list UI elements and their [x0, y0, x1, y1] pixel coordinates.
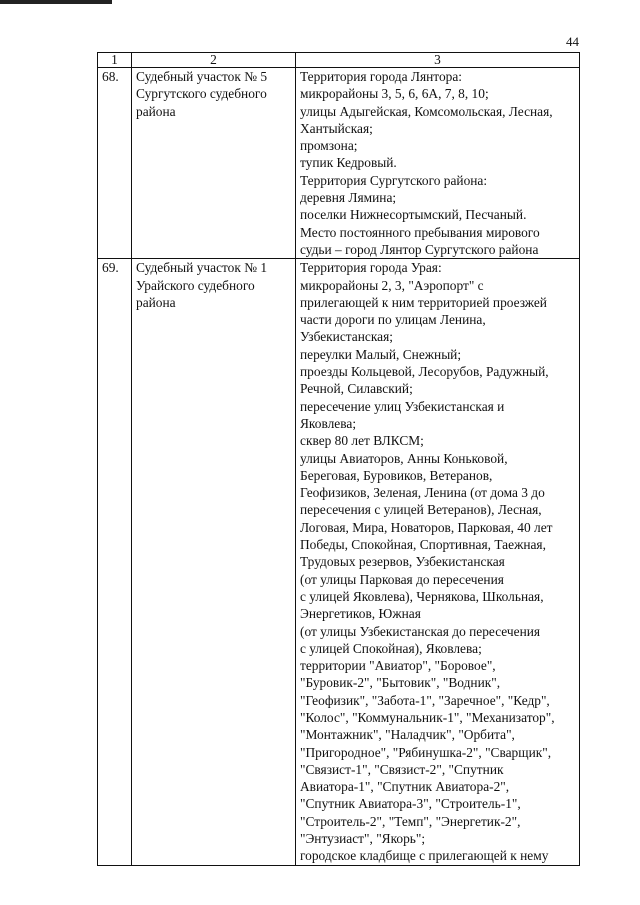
column-number-row — [98, 53, 580, 68]
territory-line: судьи – город Лянтор Сургутского района — [300, 241, 539, 257]
court-name-line: Судебный участок № 1 — [136, 260, 268, 276]
court-name-line: Урайского судебного — [136, 277, 255, 293]
territory-line: территории "Авиатор", "Боровое", — [300, 658, 496, 674]
territory-line: части дороги по улицам Ленина, — [300, 312, 486, 328]
territory-line: "Пригородное", "Рябинушка-2", "Сварщик", — [300, 744, 552, 760]
territory-line: улицы Авиаторов, Анны Коньковой, — [300, 450, 508, 466]
column-number-1: 1 — [98, 53, 132, 68]
court-name-line: Сургутского судебного — [136, 86, 267, 102]
row-number: 69. — [98, 259, 132, 865]
territory-line: Узбекистанская; — [300, 329, 393, 345]
court-districts-table — [97, 52, 580, 866]
column-number-3: 3 — [296, 53, 580, 68]
court-name-line: Судебный участок № 5 — [136, 69, 268, 84]
territory-line: переулки Малый, Снежный; — [300, 346, 462, 362]
court-name-line: района — [136, 294, 176, 310]
court-name-line: района — [136, 103, 176, 119]
row-number: 68. — [98, 68, 132, 259]
territory-line: городское кладбище с прилегающей к нему — [300, 848, 549, 864]
territory-line: с улицей Яковлева), Чернякова, Школьная, — [300, 588, 544, 604]
territory-line: промзона; — [300, 138, 358, 154]
column-number-2: 2 — [132, 53, 296, 68]
territory-line: (от улицы Парковая до пересечения — [300, 571, 504, 587]
territory-line: пересечение улиц Узбекистанская и — [300, 398, 505, 414]
territory-line: прилегающей к ним территорией проезжей — [300, 294, 547, 310]
territory-line: поселки Нижнесортымский, Песчаный. — [300, 207, 527, 223]
table-row — [98, 259, 580, 865]
territory-line: пересечения с улицей Ветеранов), Лесная, — [300, 502, 542, 518]
territory-line: проезды Кольцевой, Лесорубов, Радужный, — [300, 364, 549, 380]
court-name-cell — [132, 259, 296, 865]
territory-line: Авиатора-1", "Спутник Авиатора-2", — [300, 779, 510, 795]
territory-line: улицы Адыгейская, Комсомольская, Лесная, — [300, 103, 553, 119]
territory-line: тупик Кедровый. — [300, 155, 397, 171]
territory-line: Береговая, Буровиков, Ветеранов, — [300, 467, 493, 483]
territory-line: сквер 80 лет ВЛКСМ; — [300, 433, 424, 449]
territory-line: "Энтузиаст", "Якорь"; — [300, 831, 426, 847]
territory-line: Энергетиков, Южная — [300, 606, 421, 622]
table-row — [98, 68, 580, 259]
territory-line: Яковлева; — [300, 415, 357, 431]
territory-line: "Колос", "Коммунальник-1", "Механизатор", — [300, 709, 555, 725]
territory-line: Территория города Урая: — [300, 260, 442, 276]
territory-line: с улицей Спокойная), Яковлева; — [300, 640, 482, 656]
territory-line: "Связист-1", "Связист-2", "Спутник — [300, 761, 504, 777]
territory-line: Территория Сургутского района: — [300, 172, 488, 188]
top-rule — [0, 0, 112, 4]
territory-line: "Буровик-2", "Бытовик", "Водник", — [300, 675, 501, 691]
territory-line: "Монтажник", "Наладчик", "Орбита", — [300, 727, 515, 743]
territory-line: "Спутник Авиатора-3", "Строитель-1", — [300, 796, 521, 812]
page-number: 44 — [566, 34, 579, 49]
territory-line: микрорайоны 3, 5, 6, 6А, 7, 8, 10; — [300, 86, 489, 102]
territory-line: Речной, Силавский; — [300, 381, 413, 397]
territory-line: Логовая, Мира, Новаторов, Парковая, 40 лет — [300, 519, 553, 535]
territory-line: Место постоянного пребывания мирового — [300, 224, 540, 240]
territory-line: (от улицы Узбекистанская до пересечения — [300, 623, 541, 639]
territory-line: Победы, Спокойная, Спортивная, Таежная, — [300, 537, 546, 553]
territory-line: "Строитель-2", "Темп", "Энергетик-2", — [300, 813, 521, 829]
territory-line: Хантыйская; — [300, 120, 373, 136]
territory-cell — [296, 259, 580, 865]
territory-line: Территория города Лянтора: — [300, 69, 463, 84]
territory-line: микрорайоны 2, 3, "Аэропорт" с — [300, 277, 484, 293]
court-name-cell — [132, 68, 296, 259]
territory-cell — [296, 68, 580, 259]
territory-line: Геофизиков, Зеленая, Ленина (от дома 3 до — [300, 485, 545, 501]
territory-line: деревня Лямина; — [300, 190, 397, 206]
territory-line: Трудовых резервов, Узбекистанская — [300, 554, 505, 570]
territory-line: "Геофизик", "Забота-1", "Заречное", "Кедр", — [300, 692, 550, 708]
